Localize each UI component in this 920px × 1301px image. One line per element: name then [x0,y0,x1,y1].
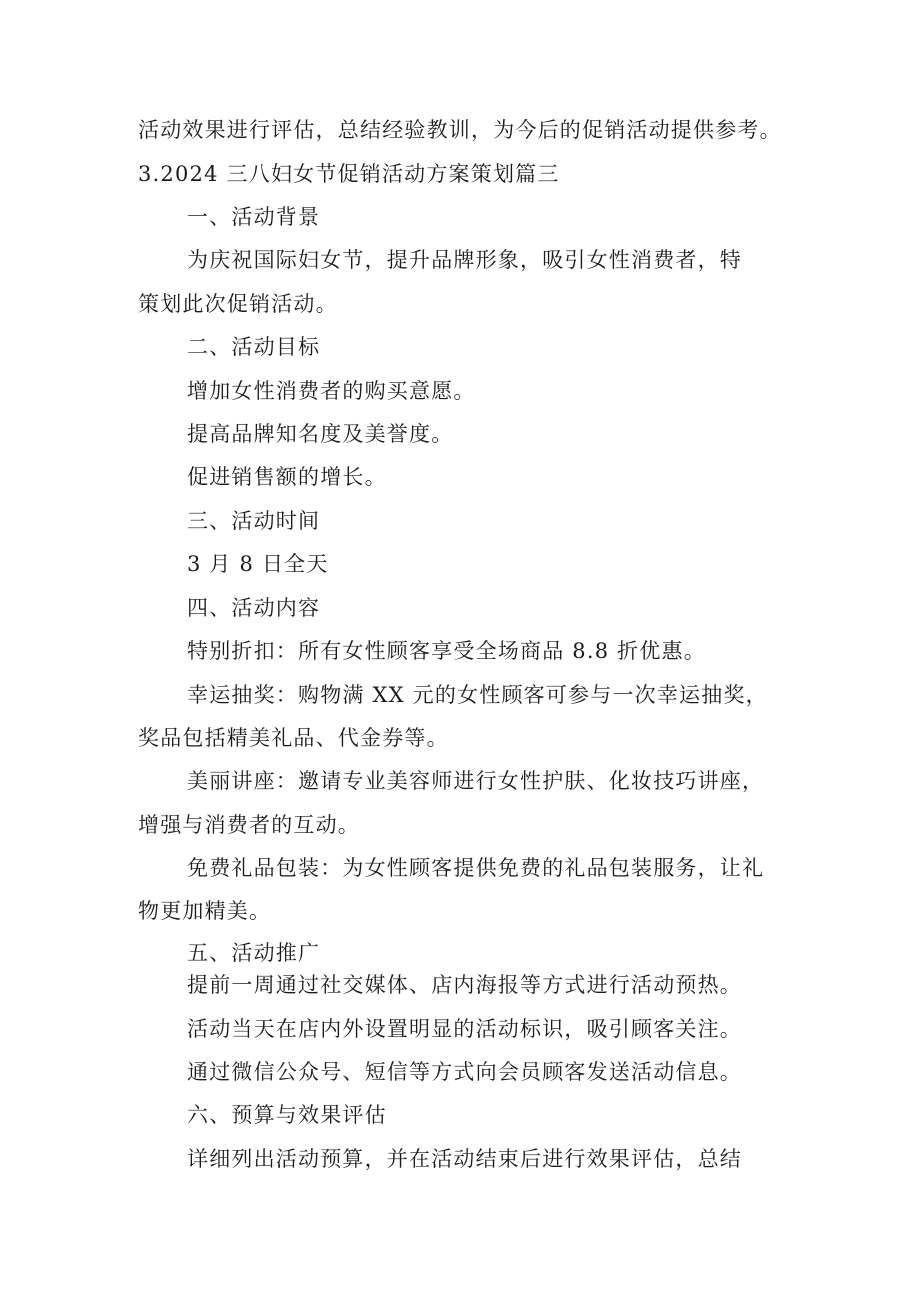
heading-promotion: 五、活动推广 [187,941,321,965]
paragraph-line: 提前一周通过社交媒体、店内海报等方式进行活动预热。 [187,973,742,997]
paragraph-line: 幸运抽奖：购物满 XX 元的女性顾客可参与一次幸运抽奖， [187,683,768,707]
paragraph-line: 促进销售额的增长。 [187,465,387,489]
heading-content: 四、活动内容 [187,596,321,620]
heading-budget: 六、预算与效果评估 [187,1103,387,1127]
paragraph-line: 奖品包括精美礼品、代金券等。 [138,726,449,750]
paragraph-line: 提高品牌知名度及美誉度。 [187,422,454,446]
paragraph-line: 通过微信公众号、短信等方式向会员顾客发送活动信息。 [187,1060,742,1084]
heading-goals: 二、活动目标 [187,335,321,359]
paragraph-continuation: 活动效果进行评估，总结经验教训，为今后的促销活动提供参考。 [138,118,782,142]
heading-background: 一、活动背景 [187,205,321,229]
paragraph-line: 策划此次促销活动。 [138,292,338,316]
section-title: 3.2024 三八妇女节促销活动方案策划篇三 [138,162,560,186]
paragraph-line: 增加女性消费者的购买意愿。 [187,379,476,403]
paragraph-line: 活动当天在店内外设置明显的活动标识，吸引顾客关注。 [187,1017,742,1041]
paragraph-line: 免费礼品包装：为女性顾客提供免费的礼品包装服务，让礼 [187,856,765,880]
paragraph-line: 美丽讲座：邀请专业美容师进行女性护肤、化妆技巧讲座， [187,769,765,793]
heading-time: 三、活动时间 [187,509,321,533]
paragraph-line: 为庆祝国际妇女节，提升品牌形象，吸引女性消费者，特 [187,248,742,272]
paragraph-line: 特别折扣：所有女性顾客享受全场商品 8.8 折优惠。 [187,639,706,663]
paragraph-line: 详细列出活动预算，并在活动结束后进行效果评估，总结 [187,1147,742,1171]
paragraph-line: 增强与消费者的互动。 [138,813,360,837]
paragraph-line: 物更加精美。 [138,899,272,923]
paragraph-line: 3 月 8 日全天 [187,552,329,576]
